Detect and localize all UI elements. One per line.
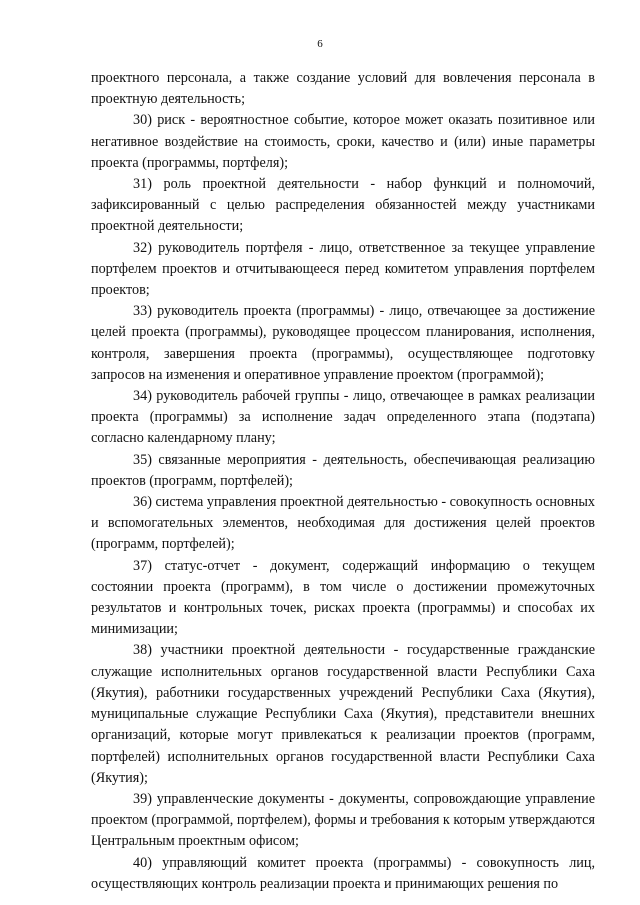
page-number: 6 — [317, 38, 323, 50]
definition-30-risk: 30) риск - вероятностное событие, которое может оказать позитивное или негативное воздействие на стоимость, сроки, качество и (или) иные параметры проекта (программы, портфеля); — [91, 112, 595, 171]
definition-40-steering-committee: 40) управляющий комитет проекта (программы) - совокупность лиц, осуществляющих контроль реализации проекта и принимающих решения по — [91, 854, 595, 892]
definition-32-portfolio-manager: 32) руководитель портфеля - лицо, ответственное за текущее управление портфелем проектов и отчитывающееся перед комитетом управления портфелем проектов; — [91, 239, 595, 299]
definition-31-role: 31) роль проектной деятельности - набор функций и полномочий, зафиксированный с целью распределения обязанностей между участниками проектной деятельности; — [91, 176, 595, 235]
definition-39-management-documents: 39) управленческие документы - документы, сопровождающие управление проектом (программой, портфелем), формы и требования к которым утверждаются Центральным проектным офисом; — [91, 790, 595, 850]
definition-35-related-activities: 35) связанные мероприятия - деятельность, обеспечивающая реализацию проектов (программ, портфелей); — [91, 451, 595, 489]
document-body — [91, 68, 595, 895]
definition-38-participants: 38) участники проектной деятельности - государственные гражданские служащие исполнительных органов государственной власти Республики Саха (Якутия), работники государственных учреждений Республики Саха (Якутия), муниципальные служащие Республики Саха (Якутия), представители внешних организаций, которые могут привлекаться к реализации проектов (программ, портфелей) исполнительных органов государственной власти Республики Саха (Якутия); — [91, 642, 595, 786]
paragraph-continuation: проектного персонала, а также создание условий для вовлечения персонала в проектную деятельность; — [91, 70, 595, 108]
definition-36-management-system: 36) система управления проектной деятельностью - совокупность основных и вспомогательных элементов, необходимая для достижения целей проектов (программ, портфелей); — [91, 494, 595, 553]
definition-37-status-report: 37) статус-отчет - документ, содержащий информацию о текущем состоянии проекта (программ), в том числе о достижении промежуточных результатов и контрольных точек, рисках проекта (программы) и способах их минимизации; — [91, 557, 595, 638]
definition-34-workgroup-leader: 34) руководитель рабочей группы - лицо, отвечающее в рамках реализации проекта (программы) за исполнение задач определенного этапа (подэтапа) согласно календарному плану; — [91, 388, 595, 447]
definition-33-project-manager: 33) руководитель проекта (программы) - лицо, отвечающее за достижение целей проекта (программы), руководящее процессом планирования, исполнения, контроля, завершения проекта (программы), осуществляющее подготовку запросов на изменения и оперативное управление проектом (программой); — [91, 303, 595, 383]
